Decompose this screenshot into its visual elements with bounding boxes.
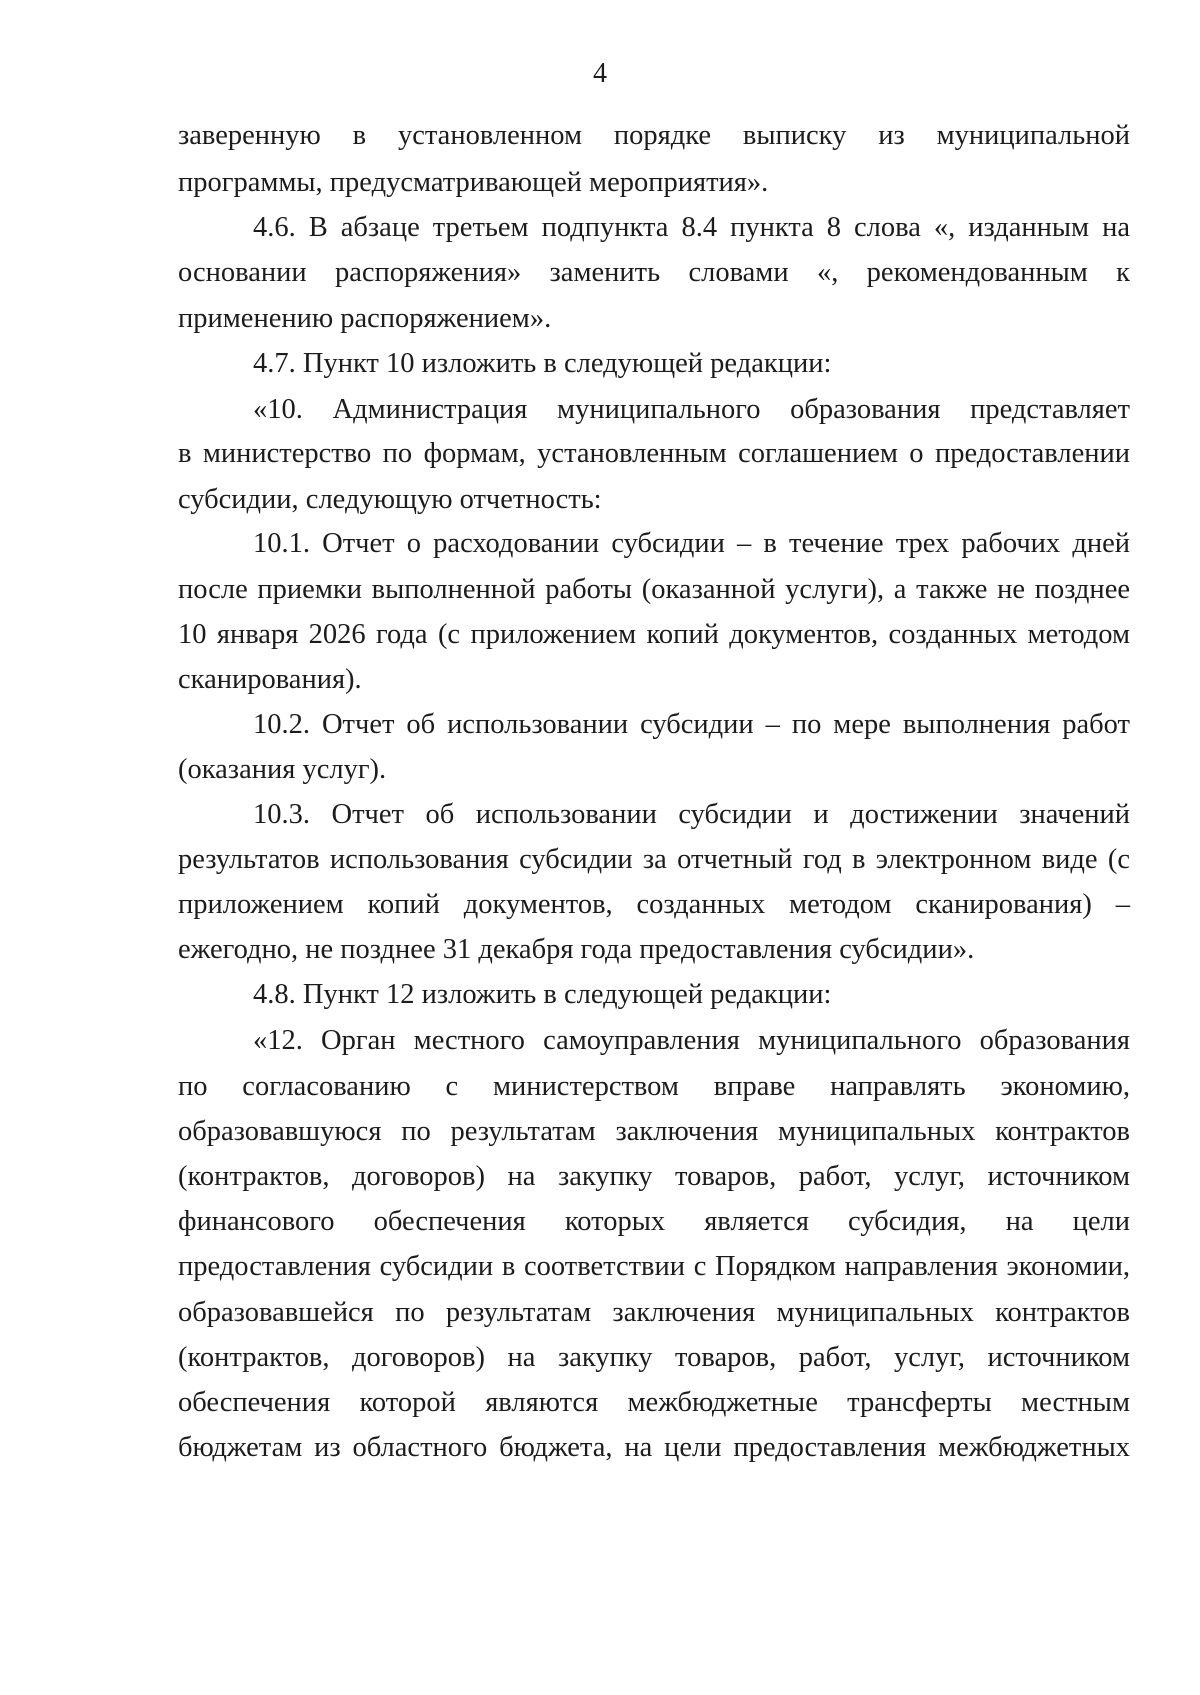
text-line: образовавшейся по результатам заключения муниципальных контрактов (178, 1297, 1130, 1328)
text-line: результатов использования субсидии за отчетный год в электронном виде (с (178, 844, 1130, 875)
text-line: приложением копий документов, созданных методом сканирования) – (178, 889, 1130, 920)
text-line: обеспечения которой являются межбюджетные трансферты местным (178, 1387, 1130, 1418)
text-line: 4.6. В абзаце третьем подпункта 8.4 пункта 8 слова «, изданным на (253, 212, 1130, 243)
text-line: 10 января 2026 года (с приложением копий документов, созданных методом (178, 619, 1130, 650)
text-line: 10.3. Отчет об использовании субсидии и достижении значений (253, 799, 1130, 830)
text-line: (оказания услуг). (178, 754, 387, 785)
text-line: заверенную в установленном порядке выписку из муниципальной (178, 120, 1130, 151)
text-line: «10. Администрация муниципального образования представляет (253, 394, 1130, 425)
text-line: в министерство по формам, установленным соглашением о предоставлении (178, 438, 1130, 469)
text-line: основании распоряжения» заменить словами «, рекомендованным к (178, 257, 1130, 288)
text-line: «12. Орган местного самоуправления муниципального образования (253, 1025, 1130, 1056)
text-line: сканирования). (178, 664, 362, 695)
text-line: 10.2. Отчет об использовании субсидии – по мере выполнения работ (253, 709, 1130, 740)
text-line: 10.1. Отчет о расходовании субсидии – в течение трех рабочих дней (253, 528, 1130, 559)
text-line: ежегодно, не позднее 31 декабря года предоставления субсидии». (178, 934, 975, 965)
text-line: бюджетам из областного бюджета, на цели предоставления межбюджетных (178, 1432, 1130, 1463)
text-line: 4.7. Пункт 10 изложить в следующей редакции: (253, 348, 832, 379)
page-number: 4 (593, 58, 607, 89)
text-line: (контрактов, договоров) на закупку товаров, работ, услуг, источником (178, 1342, 1130, 1373)
text-line: образовавшуюся по результатам заключения муниципальных контрактов (178, 1116, 1130, 1147)
text-line: финансового обеспечения которых является субсидия, на цели (178, 1206, 1130, 1237)
text-line: субсидии, следующую отчетность: (178, 484, 602, 515)
text-line: предоставления субсидии в соответствии с Порядком направления экономии, (178, 1251, 1130, 1282)
text-line: (контрактов, договоров) на закупку товаров, работ, услуг, источником (178, 1161, 1130, 1192)
text-line: 4.8. Пункт 12 изложить в следующей редакции: (253, 979, 832, 1010)
text-line: после приемки выполненной работы (оказанной услуги), а также не позднее (178, 574, 1130, 605)
text-line: применению распоряжением». (178, 303, 552, 334)
text-line: программы, предусматривающей мероприятия». (178, 167, 769, 198)
text-line: по согласованию с министерством вправе направлять экономию, (178, 1071, 1130, 1102)
